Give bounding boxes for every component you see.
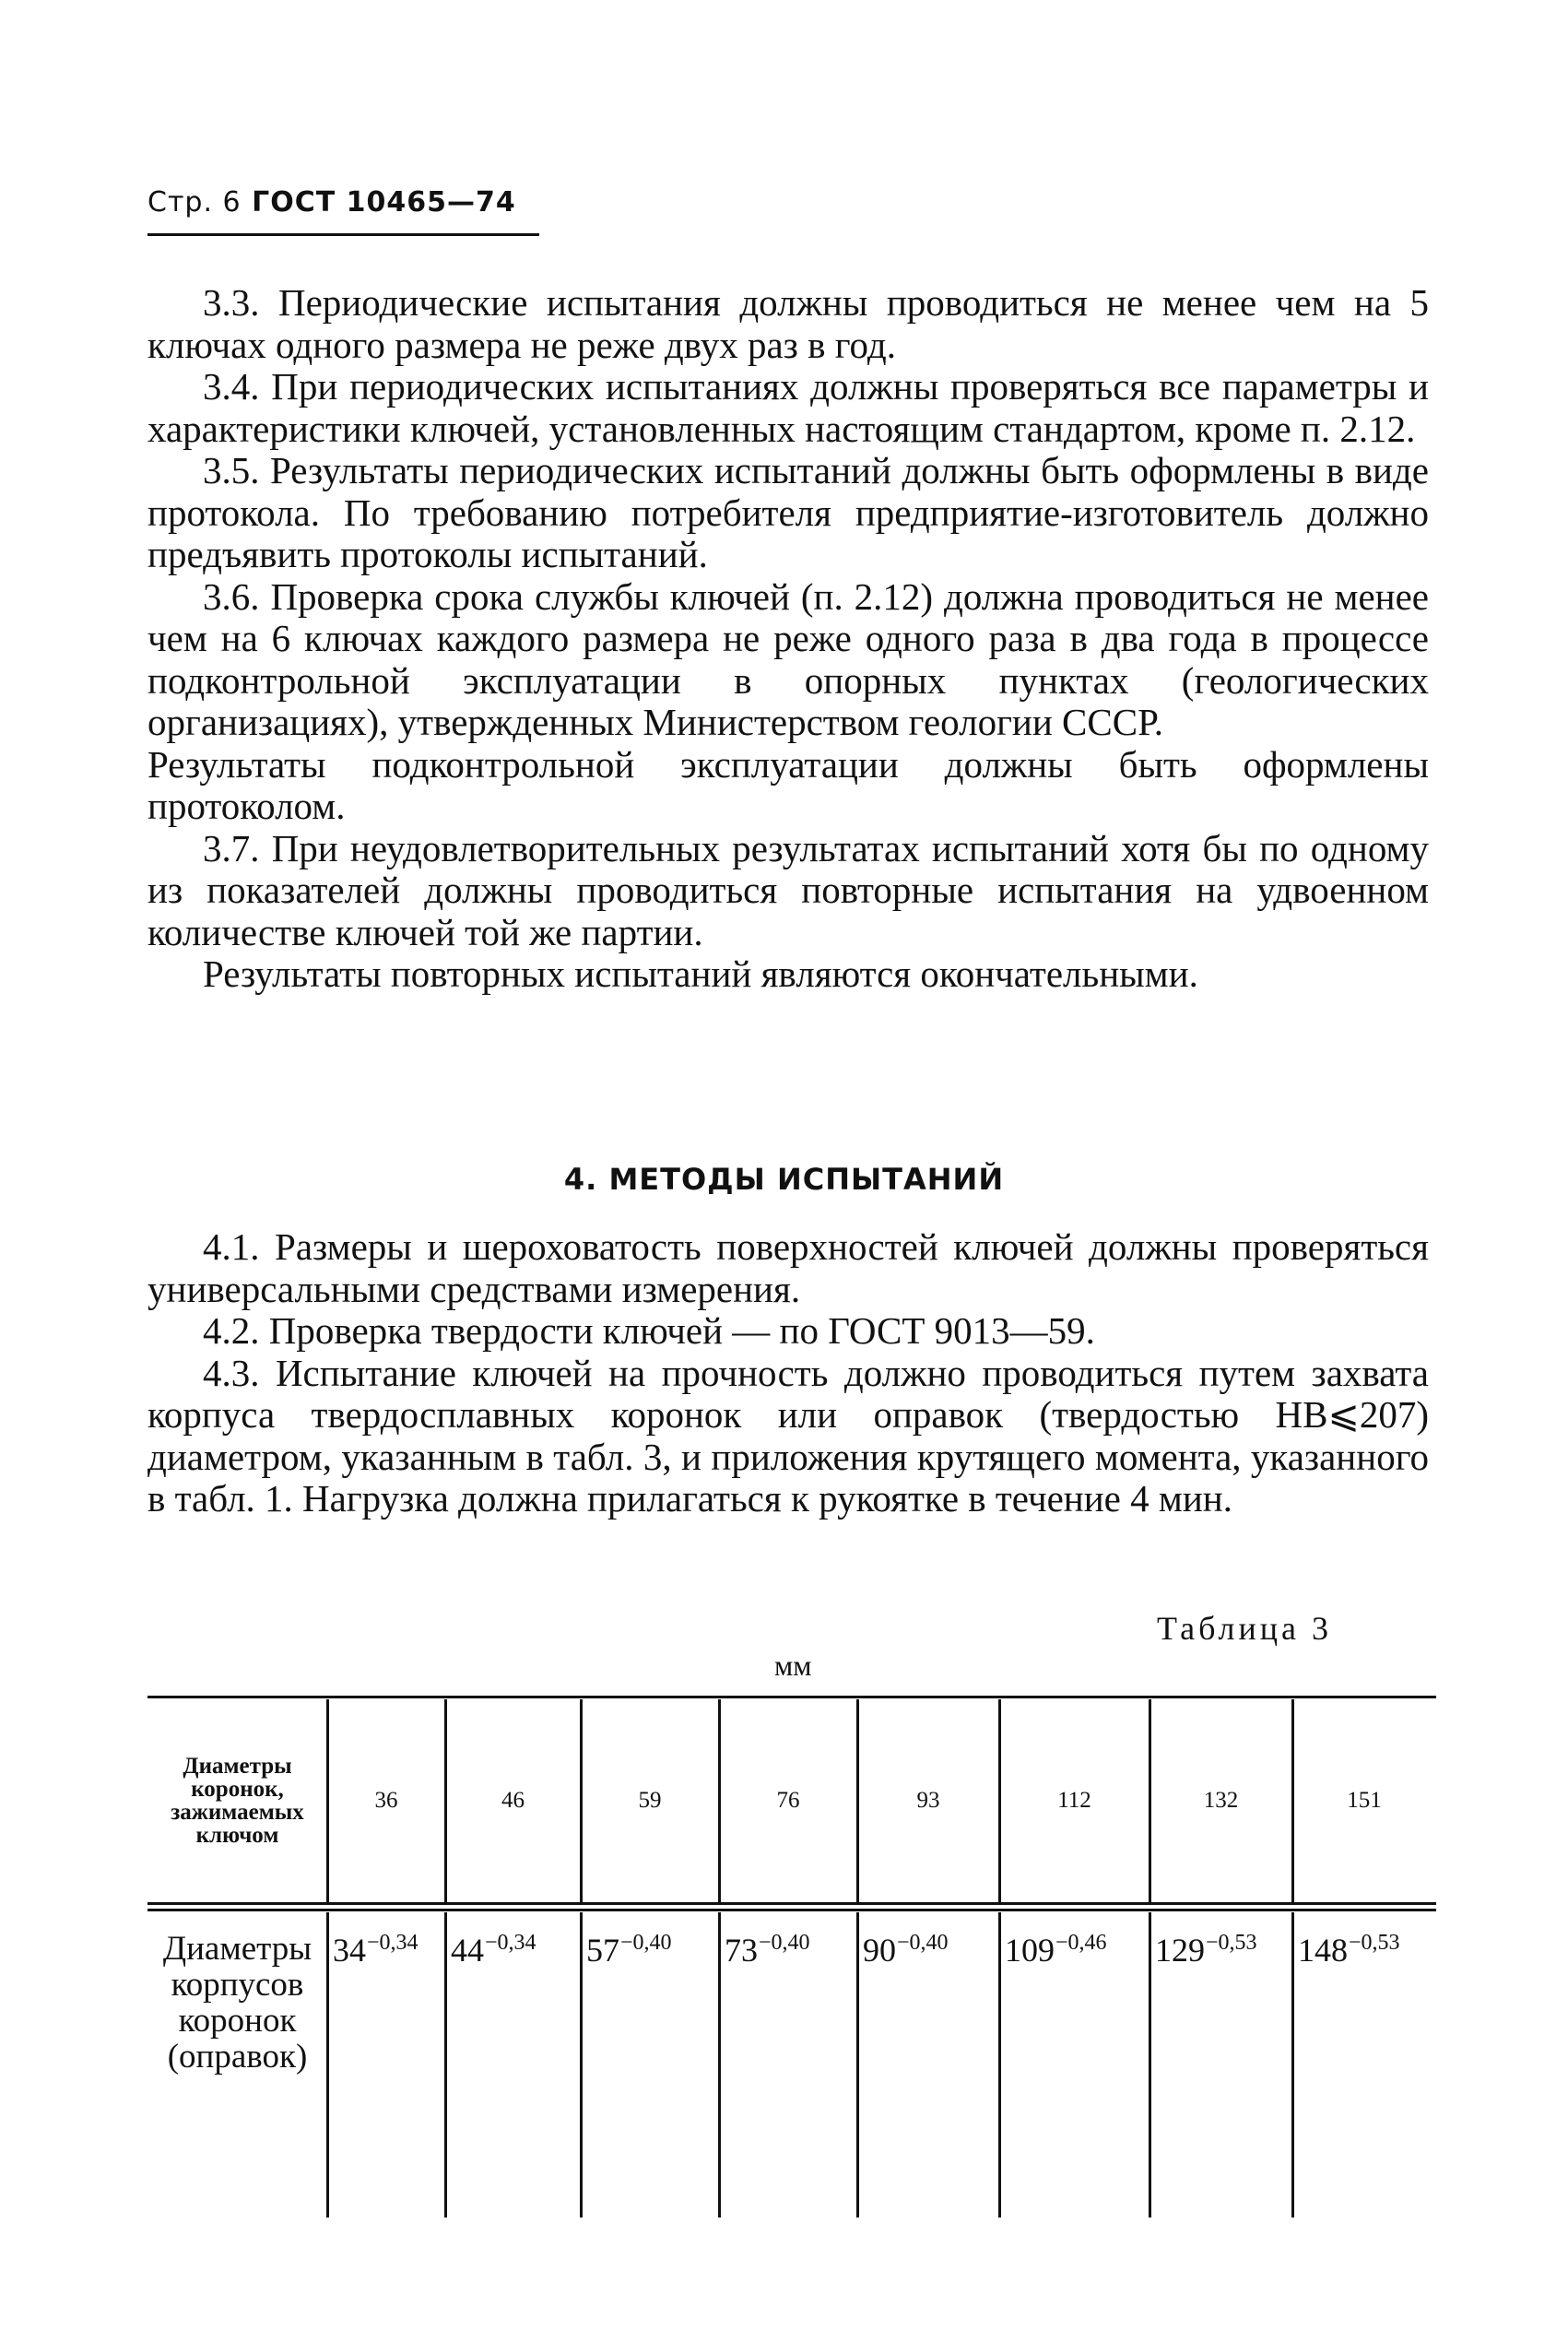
- table-header-cell: 76: [776, 1788, 800, 1813]
- page-header: [147, 186, 516, 219]
- table-header-rule-double: [147, 1909, 1436, 1911]
- table-value-main: 109: [1005, 1932, 1055, 1969]
- table-value-tolerance: −0,53: [1206, 1931, 1257, 1955]
- table-value-main: 34: [333, 1932, 366, 1969]
- table-title: Таблица 3: [1157, 1610, 1332, 1647]
- table-header-rule: [147, 1902, 1436, 1905]
- table-value-tolerance: −0,40: [897, 1931, 949, 1955]
- paragraph-3-5: 3.5. Результаты периодических испытаний должны быть оформлены в виде протокола. По требованию потребителя предприятие-изготовитель должно предъявить протоколы испытаний.: [147, 449, 1429, 575]
- paragraph-4-2: 4.2. Проверка твердости ключей — по ГОСТ 9013—59.: [203, 1309, 1095, 1352]
- paragraph-3-6: 3.6. Проверка срока службы ключей (п. 2.12) должна проводиться не менее чем на 6 ключах каждого размера не реже одного раза в два года в процессе подконтрольной эксплуатации в опорных пунктах (геологических организациях), утвержденных Министерством геологии СССР.: [147, 574, 1429, 743]
- section-4-text: [147, 1226, 1429, 1520]
- table-value-cell: [1292, 1931, 1436, 1995]
- table-value-tolerance: −0,46: [1055, 1931, 1107, 1955]
- table-value-cell: [857, 1931, 999, 1995]
- table-value-tolerance: −0,40: [620, 1931, 672, 1955]
- paragraph-4-3: 4.3. Испытание ключей на прочность должно проводиться путем захвата корпуса твердосплавных коронок или оправок (твердостью НВ⩽207) диаметром, указанным в табл. 3, и приложения крутящего момента, указанного в табл. 1. Нагрузка должна прилагаться к рукоятке в течение 4 мин.: [147, 1351, 1429, 1520]
- paragraph-3-4: 3.4. При периодических испытаниях должны проверяться все параметры и характеристики ключей, установленных настоящим стандартом, кроме п. 2.12.: [147, 365, 1429, 450]
- table-value-main: 73: [725, 1932, 758, 1969]
- table-value-tolerance: −0,40: [759, 1931, 810, 1955]
- table-header-cell: 93: [916, 1788, 940, 1813]
- table-header-cell: 36: [374, 1788, 398, 1813]
- paragraph-3-6-results: Результаты подконтрольной эксплуатации должны быть оформлены протоколом.: [147, 742, 1429, 827]
- table-value-main: 44: [451, 1932, 484, 1969]
- table-top-rule: [147, 1696, 1436, 1698]
- paragraph-3-7-results: Результаты повторных испытаний являются окончательными.: [203, 952, 1198, 995]
- table-value-cell: [719, 1931, 857, 1995]
- table-header-cell: 59: [638, 1788, 662, 1813]
- table-unit: мм: [774, 1649, 812, 1682]
- section-4-title: 4. МЕТОДЫ ИСПЫТАНИЙ: [563, 1162, 1005, 1197]
- table-row-label: Диаметры корпусов коронок (оправок): [162, 1930, 312, 2076]
- table-value-tolerance: −0,34: [367, 1931, 419, 1955]
- table-value-cell: [445, 1931, 581, 1995]
- page-number: Стр. 6: [147, 186, 242, 219]
- table-header-cell: 132: [1203, 1788, 1239, 1813]
- table-value-cell: [1149, 1931, 1292, 1995]
- table-value-tolerance: −0,53: [1349, 1931, 1400, 1955]
- standard-id: ГОСТ 10465—74: [252, 186, 516, 219]
- table-header-cell: 46: [501, 1788, 525, 1813]
- table-value-main: 57: [586, 1932, 619, 1969]
- paragraph-3-3: 3.3. Периодические испытания должны проводиться не менее чем на 5 ключах одного размера не реже двух раз в год.: [147, 281, 1429, 366]
- table-value-main: 129: [1155, 1932, 1205, 1969]
- table-value-tolerance: −0,34: [485, 1931, 536, 1955]
- section-3-text: [147, 282, 1429, 996]
- table-value-main: 90: [863, 1932, 896, 1969]
- paragraph-4-1: 4.1. Размеры и шероховатость поверхностей ключей должны проверяться универсальными средствами измерения.: [147, 1225, 1429, 1310]
- paragraph-3-7: 3.7. При неудовлетворительных результатах испытаний хотя бы по одному из показателей должны проводиться повторные испытания на удвоенном количестве ключей той же партии.: [147, 826, 1429, 953]
- header-rule: [147, 233, 539, 236]
- table-value-cell: [999, 1931, 1149, 1995]
- table-value-cell: [581, 1931, 719, 1995]
- table-header-label: Диаметры коронок, зажимаемых ключом: [171, 1754, 304, 1848]
- table-value-main: 148: [1298, 1932, 1348, 1969]
- table-value-cell: [327, 1931, 445, 1995]
- table-header-cell: 151: [1347, 1788, 1382, 1813]
- table-header-cell: 112: [1057, 1788, 1091, 1813]
